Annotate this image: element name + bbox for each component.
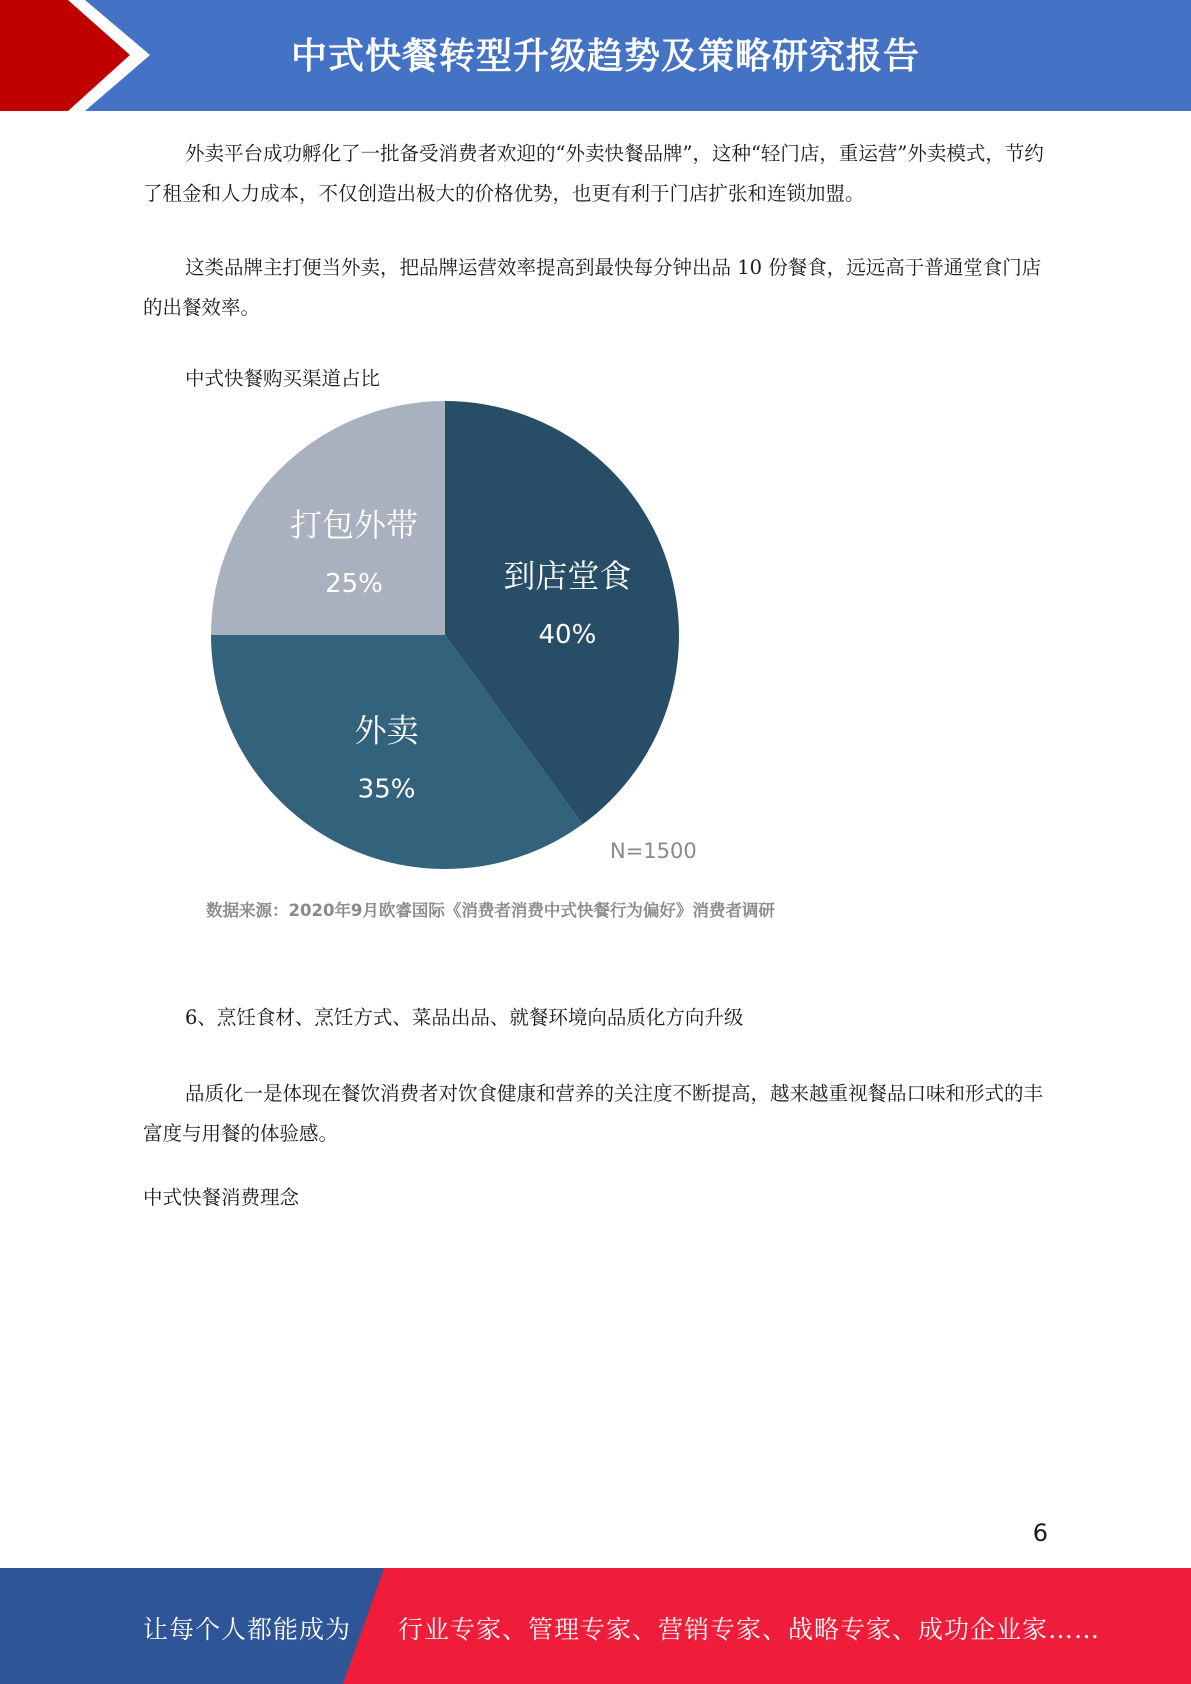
page-footer [0,1568,1191,1684]
slice-label: 打包外带 [289,505,419,544]
footer-slogan-right: 行业专家、管理专家、营销专家、战略专家、成功企业家…… [398,1615,1101,1644]
sample-size-label: N=1500 [610,839,697,863]
slice-label: 外卖 [354,711,419,750]
slice-value-label: 40% [538,620,597,651]
data-source-note: 数据来源：2020年9月欧睿国际《消费者消费中式快餐行为偏好》消费者调研 [206,901,775,920]
section-heading: 6、烹饪食材、烹饪方式、菜品出品、就餐环境向品质化方向升级 [185,1006,744,1029]
paragraph-delivery-brands: 外卖平台成功孵化了一批备受消费者欢迎的“外卖快餐品牌”，这种“轻门店，重运营”外卖模式，节约了租金和人力成本，不仅创造出极大的价格优势，也更有利于门店扩张和连锁加盟。 [143,142,1044,205]
pie-chart-svg [200,395,700,875]
slice-value-label: 25% [325,568,383,599]
document-title: 中式快餐转型升级趋势及策略研究报告 [290,36,920,77]
chart-caption: 中式快餐购买渠道占比 [185,367,381,390]
purchase-channel-pie-chart [200,395,700,875]
page-number: 6 [1032,1519,1048,1547]
consumption-concept-heading: 中式快餐消费理念 [143,1186,300,1209]
page-header [0,0,1191,111]
footer-slogan-left: 让每个人都能成为 [143,1615,352,1644]
slice-label: 到店堂食 [503,557,632,596]
slice-value-label: 35% [357,774,416,805]
paragraph-bento-efficiency: 这类品牌主打便当外卖，把品牌运营效率提高到最快每分钟出品 10 份餐食，远远高于普通堂食门店的出餐效率。 [143,256,1042,319]
paragraph-quality-upgrade: 品质化一是体现在餐饮消费者对饮食健康和营养的关注度不断提高，越来越重视餐品口味和形式的丰富度与用餐的体验感。 [143,1082,1044,1145]
